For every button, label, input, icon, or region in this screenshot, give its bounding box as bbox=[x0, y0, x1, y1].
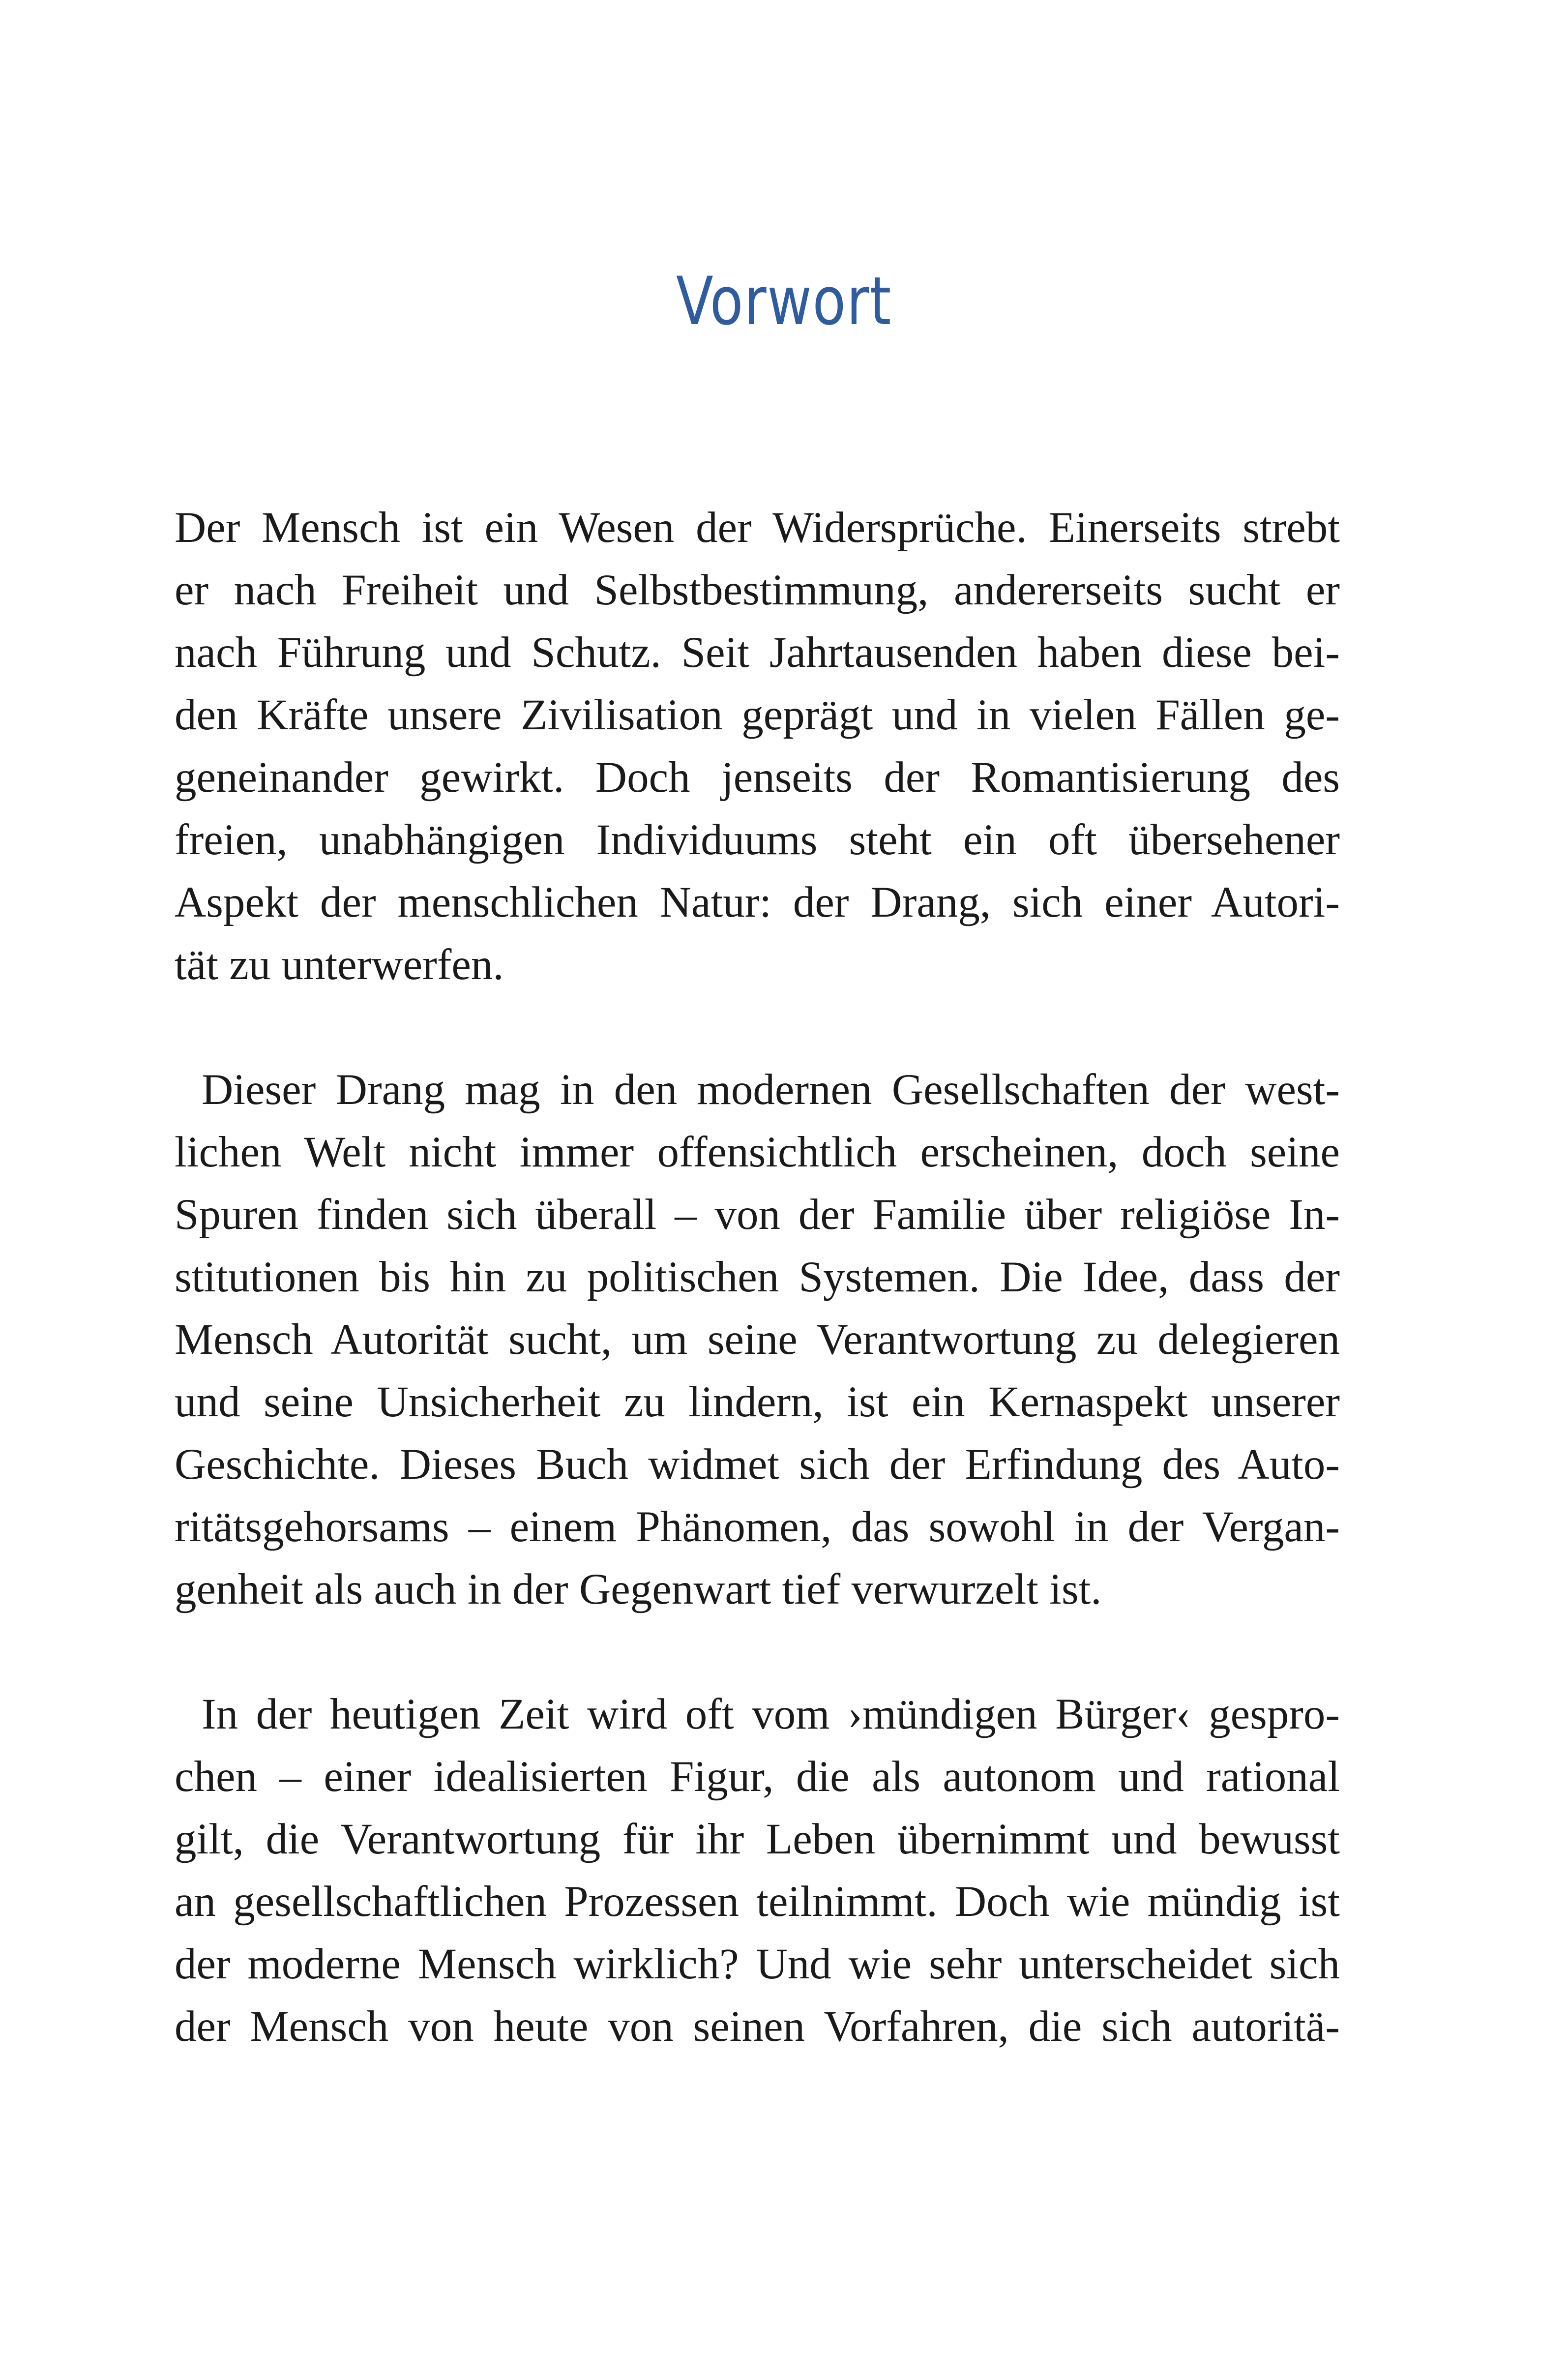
paragraph-3 bbox=[175, 1683, 1340, 2058]
text-line: der Mensch von heute von seinen Vorfahren, die sich autoritä- bbox=[175, 2002, 1340, 2051]
text-line: an gesellschaftlichen Prozessen teilnimmt. Doch wie mündig ist bbox=[175, 1878, 1340, 1926]
text-line: Geschichte. Dieses Buch widmet sich der Erfindung des Auto- bbox=[175, 1440, 1340, 1489]
text-line: freien, unabhängigen Individuums steht ein oft übersehener bbox=[175, 816, 1340, 864]
text-line: der moderne Mensch wirklich? Und wie sehr unterscheidet sich bbox=[175, 1940, 1340, 1988]
text-line: und seine Unsicherheit zu lindern, ist ein Kernaspekt unserer bbox=[175, 1378, 1340, 1426]
text-line: lichen Welt nicht immer offensichtlich erscheinen, doch seine bbox=[175, 1128, 1340, 1176]
text-line: stitutionen bis hin zu politischen Systemen. Die Idee, dass der bbox=[175, 1253, 1340, 1301]
text-line: den Kräfte unsere Zivilisation geprägt und in vielen Fällen ge- bbox=[175, 691, 1340, 739]
paragraph-1 bbox=[175, 497, 1340, 996]
text-line: Dieser Drang mag in den modernen Gesellschaften der west- bbox=[202, 1066, 1340, 1114]
text-line: tät zu unterwerfen. bbox=[175, 941, 504, 989]
text-line: ritätsgehorsams – einem Phänomen, das sowohl in der Vergan- bbox=[175, 1503, 1340, 1551]
text-line: Aspekt der menschlichen Natur: der Drang, sich einer Autori- bbox=[175, 878, 1340, 926]
text-line: geneinander gewirkt. Doch jenseits der Romantisierung des bbox=[175, 753, 1340, 802]
paragraph-2 bbox=[175, 1059, 1340, 1621]
text-line: er nach Freiheit und Selbstbestimmung, andererseits sucht er bbox=[175, 566, 1340, 614]
text-line: In der heutigen Zeit wird oft vom ›mündigen Bürger‹ gespro- bbox=[202, 1690, 1340, 1738]
text-line: genheit als auch in der Gegenwart tief verwurzelt ist. bbox=[175, 1565, 1102, 1613]
text-line: gilt, die Verantwortung für ihr Leben übernimmt und bewusst bbox=[175, 1815, 1340, 1863]
text-line: Mensch Autorität sucht, um seine Verantwortung zu delegieren bbox=[175, 1315, 1340, 1364]
text-line: nach Führung und Schutz. Seit Jahrtausenden haben diese bei- bbox=[175, 628, 1340, 677]
paragraph-spacer bbox=[175, 996, 1340, 1059]
text-line: Der Mensch ist ein Wesen der Widersprüche. Einerseits strebt bbox=[175, 504, 1340, 552]
text-line: chen – einer idealisierten Figur, die als autonom und rational bbox=[175, 1753, 1340, 1801]
paragraph-spacer bbox=[175, 1621, 1340, 1683]
text-line: Spuren finden sich überall – von der Familie über religiöse In- bbox=[175, 1191, 1340, 1239]
body-text bbox=[175, 497, 1340, 2058]
chapter-title: Vorwort bbox=[676, 263, 892, 340]
